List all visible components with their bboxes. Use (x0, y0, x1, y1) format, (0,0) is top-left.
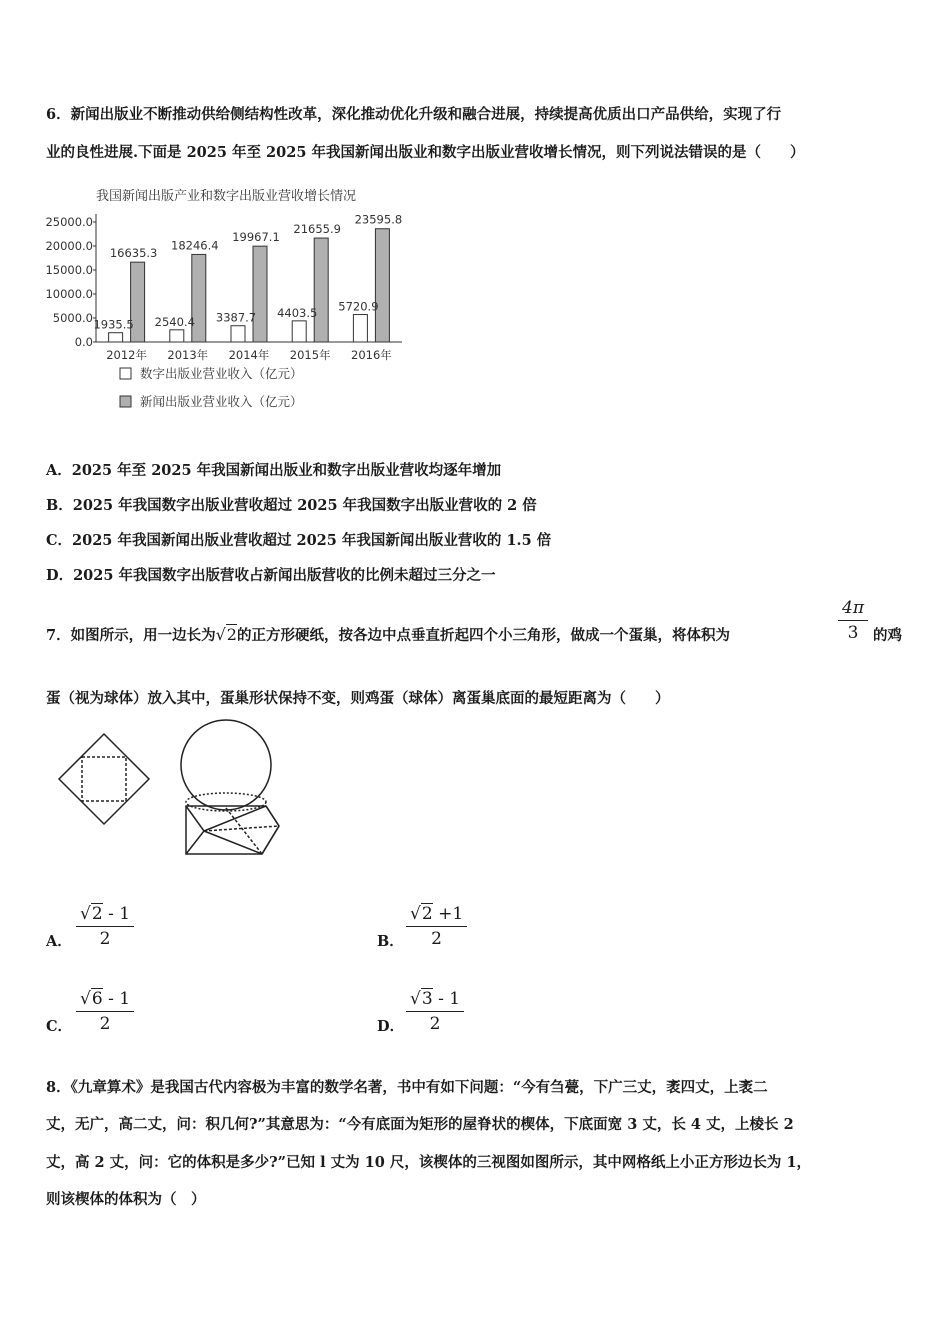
y-tick-label: 15000.0 (45, 263, 93, 277)
bar-digital-2015年 (292, 321, 306, 342)
sqrt-sign: √2 (410, 904, 433, 924)
data-label-digital: 4403.5 (277, 305, 318, 320)
bar-news-2014年 (253, 246, 267, 342)
data-label-news: 19967.1 (232, 230, 280, 245)
y-tick-label: 25000.0 (45, 215, 93, 229)
denominator: 2 (99, 929, 111, 949)
bar-chart (40, 182, 410, 422)
x-tick-label: 2012年 (106, 348, 147, 362)
sqrt-sign: √6 (80, 989, 103, 1009)
sqrt-expression: √2 (215, 625, 237, 644)
nest-edge-2 (204, 831, 262, 854)
inner-dashed-square (82, 757, 126, 801)
data-label-digital: 3387.7 (215, 310, 257, 325)
folded-square (59, 734, 149, 824)
bar-digital-2013年 (170, 330, 184, 342)
q8-stem-line1: 8．《九章算术》是我国古代内容极为丰富的数学名著，书中有如下问题：“今有刍甍，下广三丈，袤四丈，上袤二 (46, 1079, 768, 1096)
q6-option-d[interactable]: D．2025 年我国数字出版营收占新闻出版营收的比例未超过三分之一 (46, 567, 496, 584)
sqrt-sign: √2 (80, 904, 103, 924)
q6-option-b[interactable]: B．2025 年我国数字出版业营收超过 2025 年我国数字出版业营收的 2 倍 (46, 497, 537, 514)
y-tick-label: 20000.0 (45, 239, 93, 253)
nest-edge-4 (262, 826, 279, 854)
q7-option-a-letter[interactable]: A． (46, 933, 72, 950)
q8-stem-line2: 丈，无广，高二丈，问：积几何?”其意思为：“今有底面为矩形的屋脊状的楔体，下底面宽 3 丈，长 4 丈，上棱长 2 (46, 1116, 794, 1133)
q7-stem-line2: 蛋（视为球体）放入其中，蛋巢形状保持不变，则鸡蛋（球体）离蛋巢底面的最短距离为（ ） (46, 690, 670, 707)
y-tick-label: 5000.0 (52, 311, 93, 325)
radicand: 2 (421, 904, 433, 924)
volume-numerator: 4π (838, 598, 868, 621)
q7-middle: 的正方形硬纸，按各边中点垂直折起四个小三角形，做成一个蛋巢，将体积为 (236, 627, 730, 644)
q7-option-c-letter[interactable]: C． (46, 1018, 73, 1035)
radicand: 2 (91, 904, 103, 924)
q7-prefix: 7．如图所示，用一边长为 (46, 627, 216, 644)
y-tick-label: 0.0 (74, 335, 93, 349)
data-label-digital: 1935.5 (93, 317, 134, 332)
volume-denominator: 3 (847, 623, 859, 643)
q7-option-d[interactable] (406, 989, 464, 1034)
denominator: 2 (431, 929, 442, 949)
y-tick-label: 10000.0 (45, 287, 93, 301)
data-label-news: 23595.8 (354, 212, 403, 227)
data-label-news: 18246.4 (171, 238, 219, 253)
sqrt-radicand: 2 (226, 625, 237, 644)
data-label-news: 21655.9 (293, 222, 341, 237)
legend-swatch (120, 396, 131, 407)
bar-news-2013年 (192, 254, 206, 342)
q7-option-b-letter[interactable]: B． (377, 933, 404, 950)
q7-suffix: 的鸡 (873, 627, 902, 644)
bar-news-2015年 (314, 238, 328, 342)
legend-label: 新闻出版业营业收入（亿元） (140, 394, 303, 409)
bar-digital-2012年 (109, 333, 123, 342)
x-tick-label: 2016年 (351, 348, 392, 362)
x-tick-label: 2013年 (167, 348, 209, 362)
q7-option-b[interactable] (406, 904, 467, 949)
chart-title: 我国新闻出版产业和数字出版业营收增长情况 (96, 189, 357, 204)
q6-stem-line2: 业的良性进展.下面是 2025 年至 2025 年我国新闻出版业和数字出版业营收增长情况，则下列说法错误的是（ ） (46, 144, 805, 161)
data-label-news: 16635.3 (109, 246, 158, 261)
q6-option-a[interactable]: A．2025 年至 2025 年我国新闻出版业和数字出版业营收均逐年增加 (46, 462, 502, 479)
q7-option-d-letter[interactable]: D． (377, 1018, 405, 1035)
q8-stem-line4: 则该楔体的体积为（ ） (46, 1191, 206, 1208)
x-tick-label: 2014年 (228, 348, 270, 362)
nest-edge-5 (266, 806, 279, 826)
operator: +1 (432, 904, 464, 924)
q6-option-c[interactable]: C．2025 年我国新闻出版业营收超过 2025 年我国新闻出版业营收的 1.5 倍 (46, 532, 552, 549)
egg-nest-figure (44, 716, 284, 866)
sqrt-sign: √3 (410, 989, 433, 1009)
denominator: 2 (429, 1014, 441, 1034)
radicand: 6 (91, 989, 103, 1009)
egg-sphere (181, 720, 271, 810)
volume-fraction (838, 598, 868, 643)
q7-option-a[interactable] (76, 904, 134, 949)
nest-edges (186, 806, 204, 854)
bar-digital-2016年 (353, 315, 367, 342)
operator: - 1 (102, 989, 131, 1009)
data-label-digital: 2540.4 (154, 314, 195, 329)
nest-base (186, 806, 279, 854)
q6-stem-line1: 6．新闻出版业不断推动供给侧结构性改革，深化推动优化升级和融合进展，持续提高优质出口产品供给，实现了行 (46, 106, 782, 123)
legend-label: 数字出版业营业收入（亿元） (140, 366, 303, 381)
q8-stem-line3: 丈，高 2 丈，问：它的体积是多少?”已知 l 丈为 10 尺，该楔体的三视图如图所示，其中网格纸上小正方形边长为 1， (46, 1154, 812, 1171)
bar-digital-2014年 (231, 326, 245, 342)
bar-news-2016年 (375, 229, 389, 342)
operator: - 1 (102, 904, 131, 924)
legend-swatch (120, 368, 131, 379)
radicand: 3 (421, 989, 433, 1009)
data-label-digital: 5720.9 (338, 299, 379, 314)
denominator: 2 (99, 1014, 111, 1034)
q7-stem-line1 (46, 624, 730, 645)
operator: - 1 (432, 989, 461, 1009)
x-tick-label: 2015年 (289, 348, 331, 362)
q7-option-c[interactable] (76, 989, 134, 1034)
